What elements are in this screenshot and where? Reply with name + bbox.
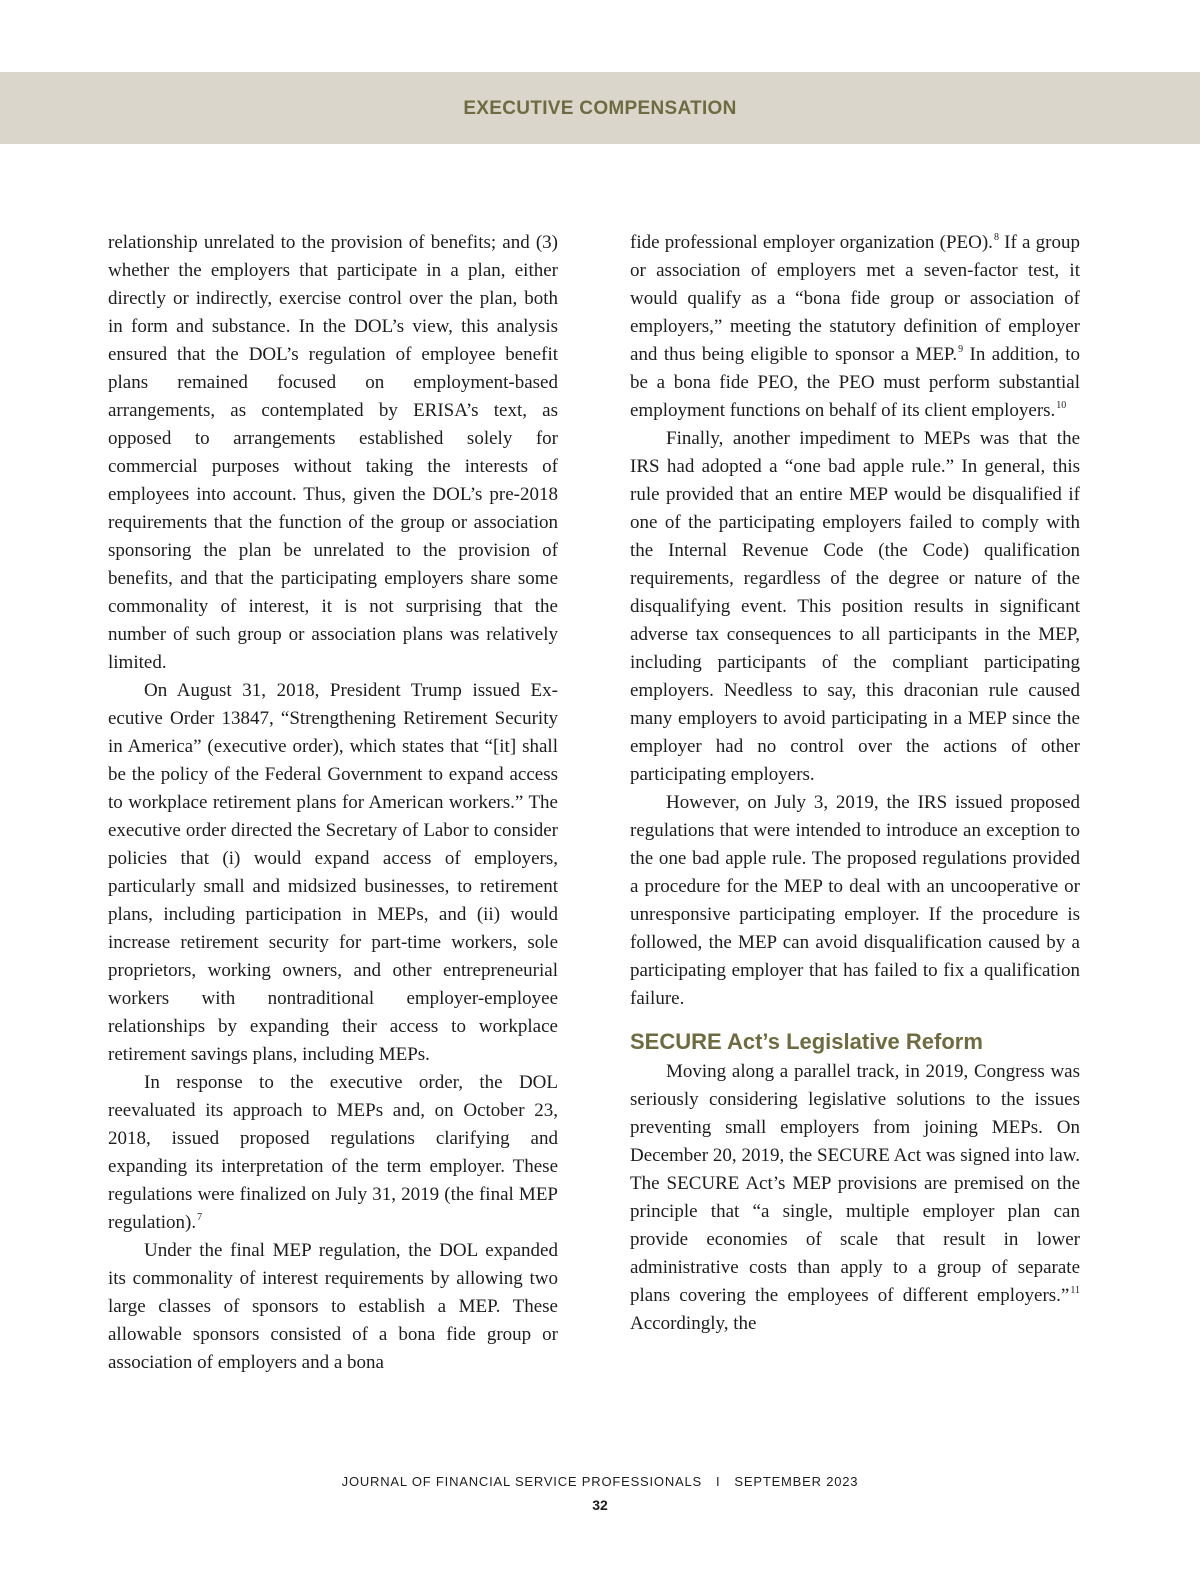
- paragraph-text: In addition, to be a bona fide PEO, the PEO must perform substantial employment functions on behalf of its client employers.: [630, 344, 1080, 421]
- left-column: [108, 229, 558, 1377]
- footnote-ref: 8: [993, 232, 999, 243]
- right-column: [630, 229, 1080, 1338]
- paragraph: Under the final MEP regulation, the DOL expanded its commonality of interest requirements by allowing two large classes of sponsors to establish a MEP. These allowable sponsors consisted of a bona fide group or association of employers and a bona: [108, 1240, 558, 1373]
- paragraph-text: If a group or association of employers met a seven-factor test, it would qualify as a “bona fide group or association of employers,” meeting the statutory definition of employer and thus being eligible to sponsor a MEP.: [630, 232, 1080, 365]
- footer-separator: I: [716, 1474, 721, 1489]
- footnote-ref: 7: [197, 1212, 203, 1223]
- page-number: 32: [592, 1497, 608, 1513]
- paragraph-text: Accordingly, the: [630, 1313, 757, 1334]
- paragraph: [630, 229, 1080, 425]
- footnote-ref: 10: [1056, 400, 1067, 411]
- paragraph-text: Moving along a parallel track, in 2019, Congress was seriously considering legislative solutions to the issues preventing small employers from joining MEPs. On December 20, 2019, the SECURE Act was signed into law. The SECURE Act’s MEP provisions are premised on the principle that “a single, multiple employer plan can provide economies of scale that result in lower administrative costs than apply to a group of separate plans covering the employees of different employers.”: [630, 1061, 1080, 1306]
- paragraph: [108, 1069, 558, 1237]
- issue-date: SEPTEMBER 2023: [734, 1474, 859, 1489]
- footnote-ref: 9: [958, 344, 964, 355]
- paragraph-text: In response to the executive order, the DOL reevaluated its approach to MEPs and, on October 23, 2018, issued proposed regulations clarifying and expanding its interpretation of the term employer. These regulations were finalized on July 31, 2019 (the final MEP regulation).: [108, 1072, 558, 1233]
- footer-line: [0, 1474, 1200, 1489]
- page-footer: [0, 1474, 1200, 1513]
- journal-name: JOURNAL OF FINANCIAL SERVICE PROFESSIONALS: [341, 1474, 702, 1489]
- paragraph: relationship unrelated to the provision of benefits; and (3) whether the employers that participate in a plan, either directly or indirectly, exercise control over the plan, both in form and substance. In the DOL’s view, this analysis ensured that the DOL’s regulation of employee benefit plans remained focused on employment-based arrangements, as contemplated by ERISA’s text, as opposed to arrangements established solely for commercial purposes without taking the interests of employees into account. Thus, given the DOL’s pre-2018 requirements that the function of the group or association sponsoring the plan be unrelated to the provision of benefits, and that the participating employers share some commonality of interest, it is not surprising that the number of such group or association plans was relatively limited.: [108, 232, 558, 673]
- paragraph: [630, 1058, 1080, 1338]
- paragraph-text: fide professional employer organization (PEO).: [630, 232, 993, 253]
- section-title: EXECUTIVE COMPENSATION: [463, 98, 737, 119]
- footnote-ref: 11: [1070, 1285, 1080, 1296]
- paragraph: However, on July 3, 2019, the IRS issued proposed regulations that were intended to introduce an exception to the one bad apple rule. The proposed regulations provided a procedure for the MEP to deal with an uncooperative or unresponsive participating employer. If the procedure is followed, the MEP can avoid disqualification caused by a participating employer that has failed to fix a qualification failure.: [630, 792, 1080, 1009]
- header-band: [0, 72, 1200, 144]
- paragraph: On August 31, 2018, President Trump issued Executive Order 13847, “Strengthening Retirement Security in America” (executive order), which states that “[it] shall be the policy of the Federal Government to expand access to workplace retirement plans for American workers.” The executive order directed the Secretary of Labor to consider policies that (i) would expand access of employers, particularly small and midsized businesses, to retirement plans, including participation in MEPs, and (ii) would increase retirement security for part-time workers, sole proprietors, working owners, and other entrepreneurial workers with nontraditional employer-employee relationships by expanding their access to workplace retirement savings plans, including MEPs.: [108, 680, 558, 1065]
- section-heading: SECURE Act’s Legislative Reform: [630, 1029, 983, 1054]
- paragraph: Finally, another impediment to MEPs was that the IRS had adopted a “one bad apple rule.” In general, this rule provided that an entire MEP would be disqualified if one of the participating employers failed to comply with the Internal Revenue Code (the Code) qualification requirements, regardless of the degree or nature of the disqualifying event. This position results in significant adverse tax consequences to all participants in the MEP, including participants of the compliant participating employers. Needless to say, this draconian rule caused many employers to avoid participating in a MEP since the employer had no control over the actions of other participating employers.: [630, 428, 1080, 785]
